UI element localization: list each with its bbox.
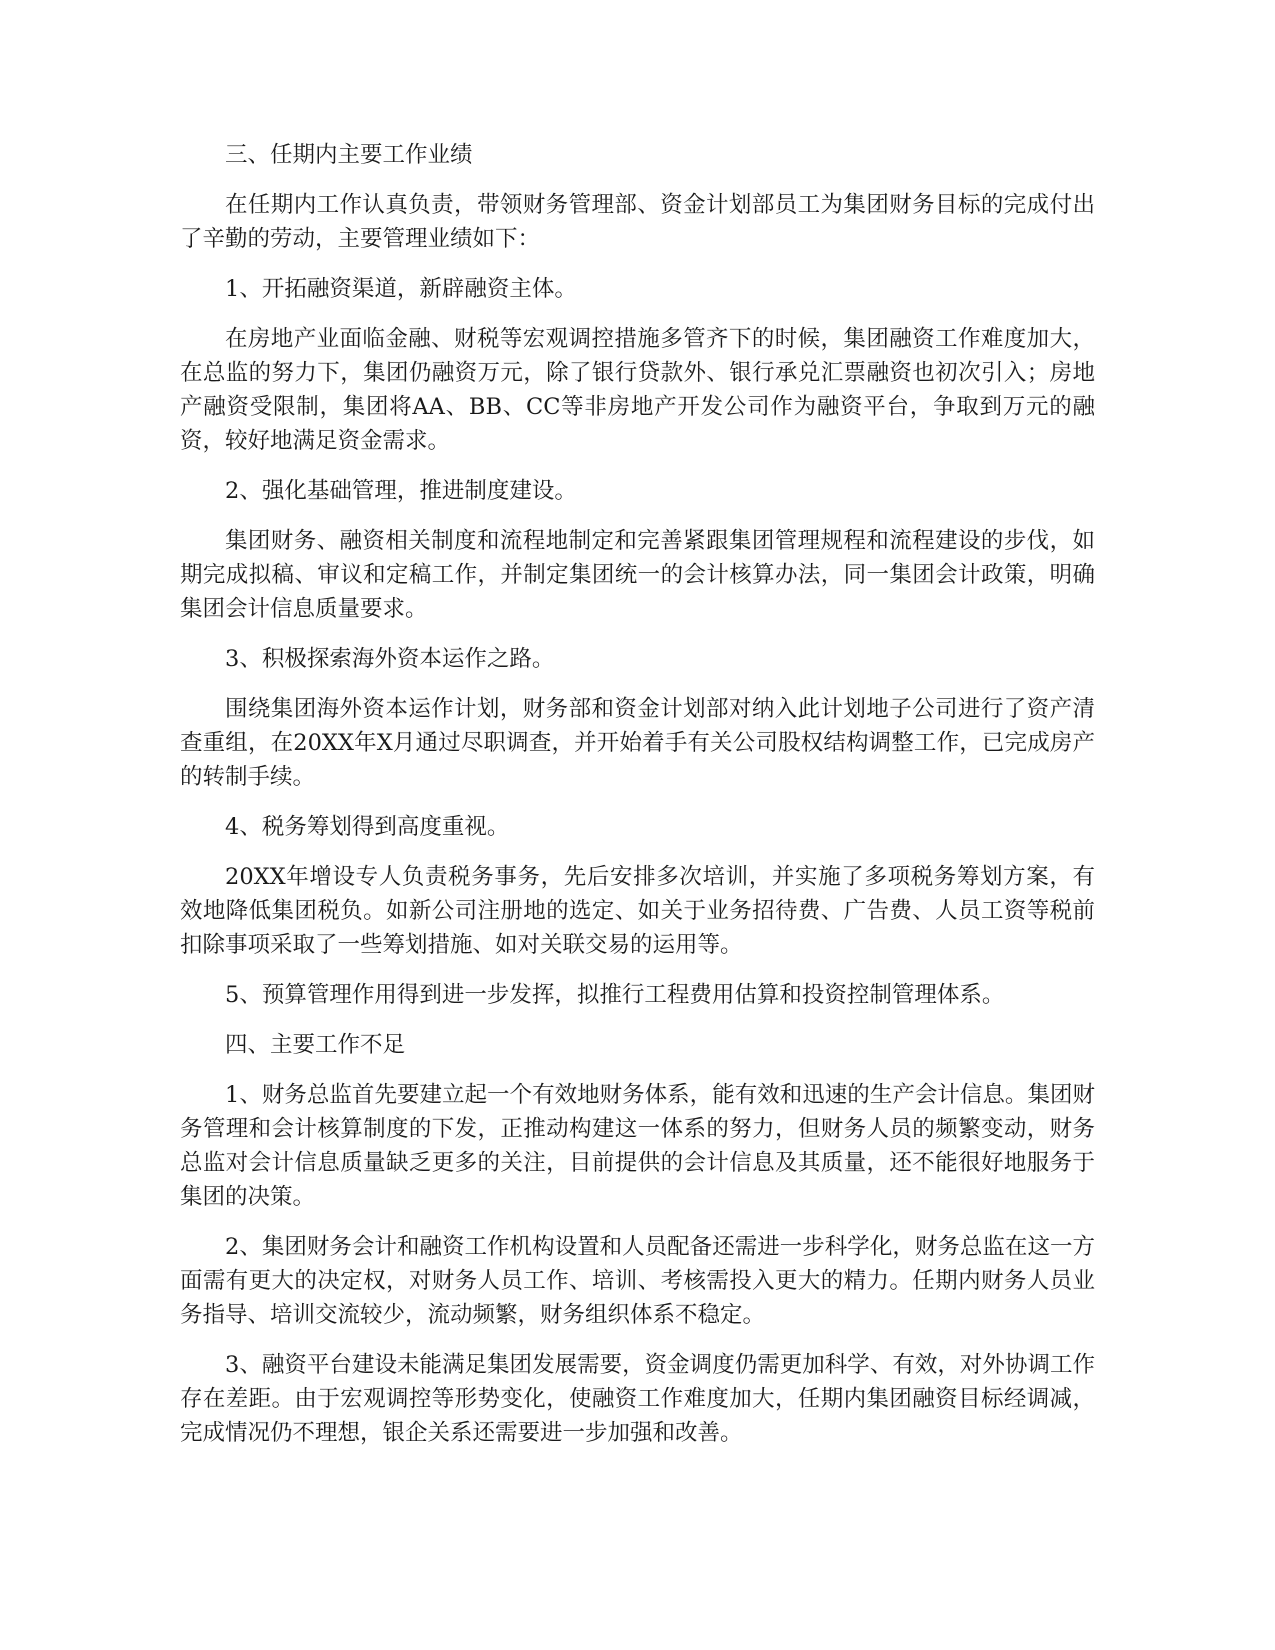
paragraph: 围绕集团海外资本运作计划，财务部和资金计划部对纳入此计划地子公司进行了资产清查重组，在20XX年X月通过尽职调查，并开始着手有关公司股权结构调整工作，已完成房产的转制手续。 <box>180 696 1095 790</box>
section-heading-shortcomings: 四、主要工作不足 <box>225 1032 406 1058</box>
section-heading-achievements: 三、任期内主要工作业绩 <box>225 142 473 168</box>
paragraph: 1、财务总监首先要建立起一个有效地财务体系，能有效和迅速的生产会计信息。集团财务管理和会计核算制度的下发，正推动构建这一体系的努力，但财务人员的频繁变动，财务总监对会计信息质量缺乏更多的关注，目前提供的会计信息及其质量，还不能很好地服务于集团的决策。 <box>180 1082 1095 1210</box>
paragraph: 20XX年增设专人负责税务事务，先后安排多次培训，并实施了多项税务筹划方案，有效地降低集团税负。如新公司注册地的选定、如关于业务招待费、广告费、人员工资等税前扣除事项采取了一些筹划措施、如对关联交易的运用等。 <box>180 864 1095 958</box>
document-body <box>180 138 1095 1466</box>
item-heading: 2、强化基础管理，推进制度建设。 <box>225 478 577 504</box>
paragraph: 集团财务、融资相关制度和流程地制定和完善紧跟集团管理规程和流程建设的步伐，如期完成拟稿、审议和定稿工作，并制定集团统一的会计核算办法，同一集团会计政策，明确集团会计信息质量要求。 <box>180 528 1095 622</box>
item-heading: 3、积极探索海外资本运作之路。 <box>225 646 555 672</box>
paragraph: 在任期内工作认真负责，带领财务管理部、资金计划部员工为集团财务目标的完成付出了辛勤的劳动，主要管理业绩如下： <box>180 192 1095 252</box>
item-heading: 4、税务筹划得到高度重视。 <box>225 814 510 840</box>
item-heading: 5、预算管理作用得到进一步发挥，拟推行工程费用估算和投资控制管理体系。 <box>225 982 1005 1008</box>
paragraph: 3、融资平台建设未能满足集团发展需要，资金调度仍需更加科学、有效，对外协调工作存在差距。由于宏观调控等形势变化，使融资工作难度加大，任期内集团融资目标经调减，完成情况仍不理想，银企关系还需要进一步加强和改善。 <box>180 1352 1095 1446</box>
paragraph: 2、集团财务会计和融资工作机构设置和人员配备还需进一步科学化，财务总监在这一方面需有更大的决定权，对财务人员工作、培训、考核需投入更大的精力。任期内财务人员业务指导、培训交流较少，流动频繁，财务组织体系不稳定。 <box>180 1234 1095 1328</box>
paragraph: 在房地产业面临金融、财税等宏观调控措施多管齐下的时候，集团融资工作难度加大，在总监的努力下，集团仍融资万元，除了银行贷款外、银行承兑汇票融资也初次引入；房地产融资受限制，集团将AA、BB、CC等非房地产开发公司作为融资平台，争取到万元的融资，较好地满足资金需求。 <box>180 326 1095 454</box>
item-heading: 1、开拓融资渠道，新辟融资主体。 <box>225 276 577 302</box>
